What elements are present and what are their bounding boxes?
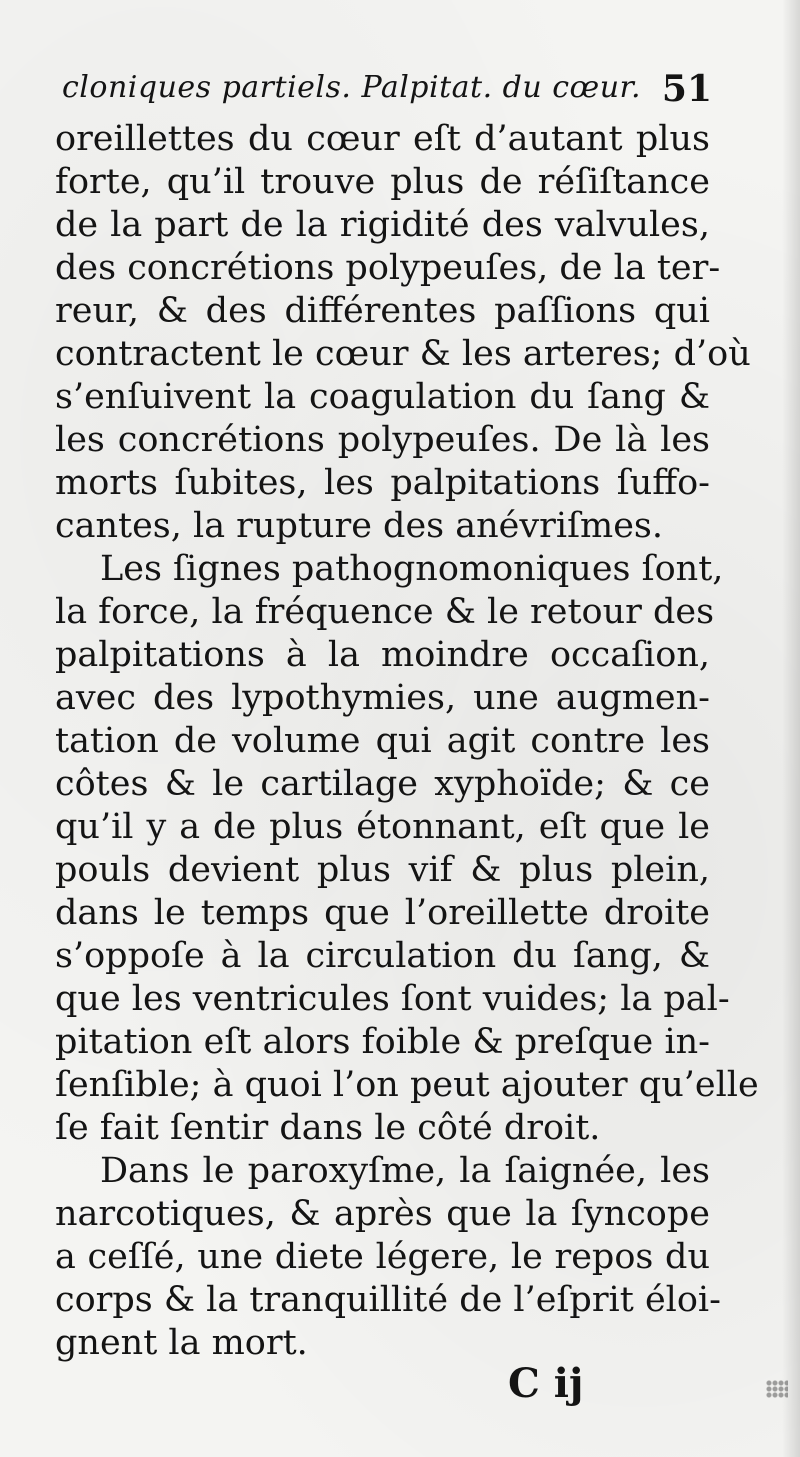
paragraph bbox=[55, 1150, 721, 1365]
text-line: dans le temps que l’oreillette droite bbox=[55, 893, 710, 933]
paragraph bbox=[55, 548, 759, 1150]
running-title: cloniques partiels. Palpitat. du cœur. bbox=[62, 70, 642, 105]
text-line: corps & la tranquillité de l’eſprit éloi- bbox=[55, 1280, 721, 1320]
body-text bbox=[55, 118, 759, 1365]
text-line: la force, la fréquence & le retour des bbox=[55, 592, 715, 632]
text-line: qu’il y a de plus étonnant, eſt que le bbox=[55, 807, 710, 847]
text-line: s’enſuivent la coagulation du ſang & bbox=[55, 377, 710, 417]
text-line: ſenſible; à quoi l’on peut ajouter qu’elle bbox=[55, 1065, 759, 1105]
text-line: que les ventricules ſont vuides; la pal- bbox=[55, 979, 730, 1019]
text-line: ſe fait ſentir dans le côté droit. bbox=[55, 1108, 601, 1148]
text-line: narcotiques, & après que la ſyncope bbox=[55, 1194, 710, 1234]
text-line: tation de volume qui agit contre les bbox=[55, 721, 710, 761]
text-line: oreillettes du cœur eſt d’autant plus bbox=[55, 119, 710, 159]
text-line: les concrétions polypeuſes. De là les bbox=[55, 420, 710, 460]
print-speck bbox=[766, 1380, 788, 1398]
text-line: pitation eſt alors foible & preſque in- bbox=[55, 1022, 710, 1062]
page-header bbox=[62, 70, 712, 120]
page-number: 51 bbox=[661, 68, 712, 110]
paragraph bbox=[55, 118, 751, 548]
text-line: Dans le paroxyſme, la ſaignée, les bbox=[100, 1151, 710, 1191]
text-line: pouls devient plus vif & plus plein, bbox=[55, 850, 710, 890]
text-line: des concrétions polypeuſes, de la ter- bbox=[55, 248, 721, 288]
text-line: avec des lypothymies, une augmen- bbox=[55, 678, 710, 718]
text-line: reur, & des différentes paſſions qui bbox=[55, 291, 710, 331]
text-line: côtes & le cartilage xyphoïde; & ce bbox=[55, 764, 710, 804]
signature-mark: C ij bbox=[508, 1360, 584, 1407]
text-line: cantes, la rupture des anévriſmes. bbox=[55, 506, 664, 546]
text-line: gnent la mort. bbox=[55, 1323, 308, 1363]
text-line: Les ſignes pathognomoniques ſont, bbox=[100, 549, 724, 589]
text-line: forte, qu’il trouve plus de réſiſtance bbox=[55, 162, 710, 202]
text-line: morts ſubites, les palpitations ſuffo- bbox=[55, 463, 710, 503]
text-line: s’oppoſe à la circulation du ſang, & bbox=[55, 936, 710, 976]
page-edge-shadow bbox=[782, 0, 800, 1457]
text-line: palpitations à la moindre occaſion, bbox=[55, 635, 710, 675]
text-line: contractent le cœur & les arteres; d’où bbox=[55, 334, 751, 374]
text-line: de la part de la rigidité des valvules, bbox=[55, 205, 710, 245]
text-line: a ceſſé, une diete légere, le repos du bbox=[55, 1237, 710, 1277]
